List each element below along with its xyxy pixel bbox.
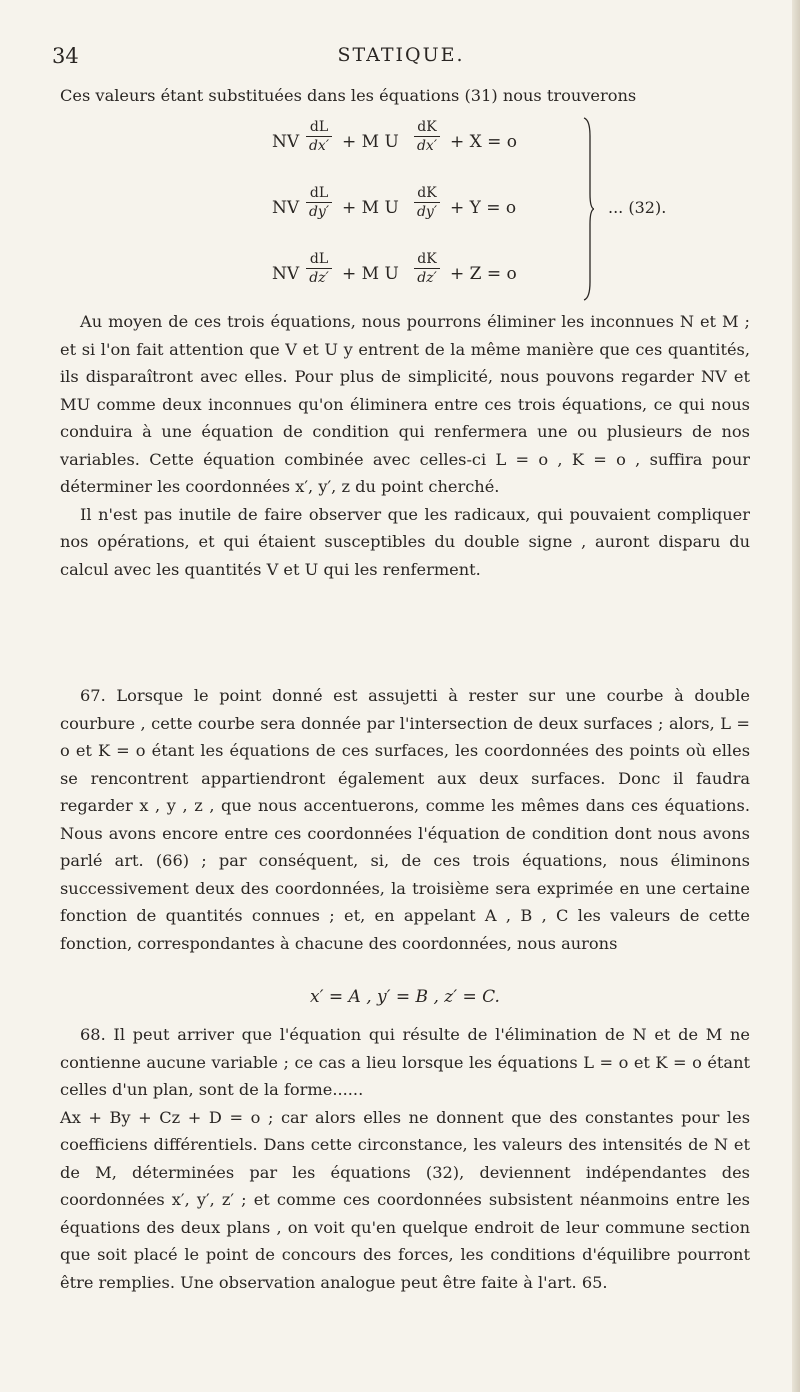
eq-term: NV	[272, 264, 300, 284]
eq-term: + X = o	[450, 132, 518, 152]
fraction-denominator: dz′	[417, 270, 437, 286]
eq-term: + M U	[342, 198, 399, 218]
equation-row-x	[272, 112, 582, 172]
paragraph: Au moyen de ces trois équations, nous pourrons éliminer les inconnues N et M ; et si l'on fait attention que V et U y entrent de la même manière que ces quantités, ils disparaîtront avec elles. Pour plus de simplicité, nous pouvons regarder NV et MU comme deux inconnues qu'on éliminera entre ces trois équations, ce qui nous conduira à une équation de condition qui renfermera une ou plusieurs de nos variables. Cette équation combinée avec celles-ci L = o , K = o , suffira pour déterminer les coordonnées x′, y′, z du point cherché.	[60, 312, 750, 496]
fraction-dk	[414, 118, 440, 155]
fraction-numerator: dK	[414, 250, 440, 269]
fraction-numerator: dL	[306, 118, 332, 137]
fraction-denominator: dz′	[309, 270, 329, 286]
page-header	[52, 44, 750, 74]
text-block-66	[60, 308, 750, 583]
coordinate-equations: x′ = A , y′ = B , z′ = C.	[310, 987, 500, 1007]
paragraph: Ax + By + Cz + D = o ; car alors elles ne donnent que des constantes pour les coefficiens différentiels. Dans cette circonstance, les valeurs des intensités de N et de M, déterminées par les équations (32), deviennent indépendantes des coordonnées x′, y′, z′ ; et comme ces coordonnées subsistent néanmoins entre les équations des deux plans , on voit qu'en quelque endroit de leur commune section que soit placé le point de concours des forces, les conditions d'équilibre pourront être remplies. Une observation analogue peut être faite à l'art. 65.	[60, 1107, 750, 1292]
page-edge	[792, 0, 800, 1392]
fraction-numerator: dK	[414, 184, 440, 203]
fraction-dk	[414, 184, 440, 221]
paragraph: Il n'est pas inutile de faire observer que les radicaux, qui pouvaient compliquer nos opérations, et qui étaient susceptibles du double signe , auront disparu du calcul avec les quantités V et U qui les renferment.	[60, 504, 750, 579]
page-number: 34	[52, 44, 79, 68]
fraction-denominator: dx′	[416, 138, 438, 154]
paragraph: 67. Lorsque le point donné est assujetti à rester sur une courbe à double courbure , cette courbe sera donnée par l'intersection de deux surfaces ; alors, L = o et K = o étant les équations de ces surfaces, les coordonnées des points où elles se rencontrent appartiendront également aux deux surfaces. Donc il faudra regarder x , y , z , que nous accentuerons, comme les mêmes dans ces équations. Nous avons encore entre ces coordonnées l'équation de condition dont nous avons parlé art. (66) ; par conséquent, si, de ces trois équations, nous éliminons successivement deux des coordonnées, la troisième sera exprimée en une certaine fonction de quantités connues ; et, en appelant A , B , C les valeurs de cette fonction, correspondantes à chacune des coordonnées, nous aurons	[60, 686, 750, 953]
fraction-dl	[306, 184, 332, 221]
fraction-numerator: dL	[306, 250, 332, 269]
fraction-numerator: dK	[414, 118, 440, 137]
equation-number: ... (32).	[608, 198, 667, 217]
fraction-numerator: dL	[306, 184, 332, 203]
running-head: STATIQUE.	[337, 44, 465, 66]
text-block-68	[60, 1021, 750, 1296]
eq-term: + M U	[342, 132, 399, 152]
fraction-denominator: dy′	[416, 204, 438, 220]
equation-row-y	[272, 178, 582, 238]
fraction-denominator: dy′	[308, 204, 330, 220]
fraction-dl	[306, 250, 332, 287]
intro-text	[60, 82, 750, 110]
eq-term: NV	[272, 198, 300, 218]
right-brace-icon	[582, 116, 594, 302]
equation-system	[60, 112, 750, 310]
fraction-dk	[414, 250, 440, 287]
eq-term: + Y = o	[450, 198, 517, 218]
intro-paragraph: Ces valeurs étant substituées dans les équations (31) nous trouverons	[60, 86, 637, 105]
paragraph: 68. Il peut arriver que l'équation qui résulte de l'élimination de N et de M ne contienne aucune variable ; ce cas a lieu lorsque les équations L = o et K = o étant celles d'un plan, sont de la forme......	[60, 1025, 750, 1099]
eq-term: + Z = o	[450, 264, 517, 284]
equation-row-z	[272, 244, 582, 304]
eq-term: + M U	[342, 264, 399, 284]
fraction-dl	[306, 118, 332, 155]
fraction-denominator: dx′	[308, 138, 330, 154]
text-block-67	[60, 682, 750, 957]
eq-term: NV	[272, 132, 300, 152]
